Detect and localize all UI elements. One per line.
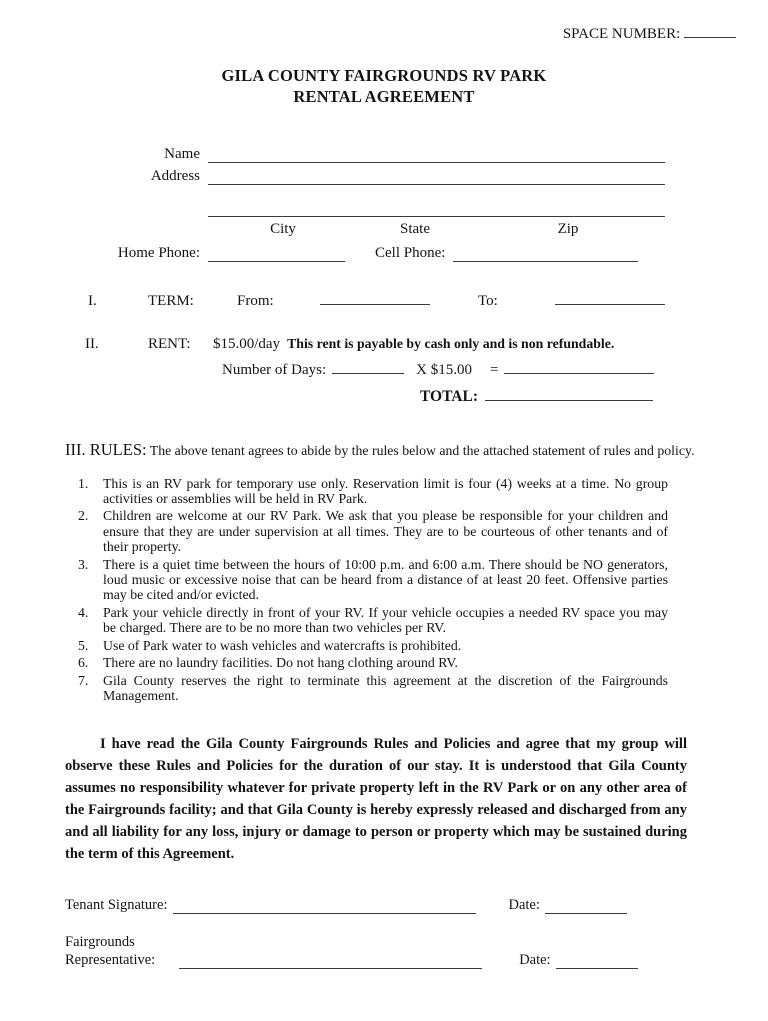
subtotal-field[interactable]: [504, 358, 654, 374]
tenant-signature-row: [65, 897, 768, 914]
rule-number: 1.: [78, 475, 89, 491]
name-field[interactable]: [208, 145, 665, 163]
rent-section: [85, 336, 768, 406]
home-phone-label: Home Phone:: [117, 245, 200, 261]
rule-text: Use of Park water to wash vehicles and watercrafts is prohibited.: [103, 637, 462, 653]
rent-row: [85, 336, 768, 353]
term-numeral: I.: [88, 293, 97, 309]
representative-date-label: Date:: [519, 952, 551, 969]
city-state-zip-row: [65, 199, 665, 217]
phone-row: [65, 244, 665, 262]
rate-multiplier-label: X $15.00: [416, 362, 472, 378]
rent-days-row: [222, 358, 768, 379]
tenant-date-label: Date:: [508, 897, 540, 914]
rule-text: Park your vehicle directly in front of your RV. If your vehicle occupies a needed RV space you may be charged. There are to be no more than two vehicles per RV.: [103, 604, 668, 635]
representative-date-field[interactable]: [556, 952, 638, 969]
rules-list: [78, 476, 668, 704]
total-field[interactable]: [485, 385, 653, 401]
rule-number: 4.: [78, 604, 89, 620]
rule-item-6: [78, 655, 668, 670]
rule-item-3: [78, 557, 668, 603]
home-phone-field[interactable]: [208, 244, 345, 262]
representative-label: Representative:: [65, 952, 156, 969]
city-state-zip-labels: [208, 221, 665, 238]
rule-item-5: [78, 638, 668, 653]
rent-note: This rent is payable by cash only and is non refundable.: [287, 336, 615, 351]
cell-phone-label: Cell Phone:: [375, 245, 446, 261]
representative-signature-field[interactable]: [179, 952, 482, 969]
tenant-date-field[interactable]: [545, 897, 627, 914]
rule-item-1: [78, 476, 668, 506]
rent-rate: $15.00/day: [213, 336, 281, 352]
rule-number: 2.: [78, 508, 89, 524]
cell-phone-field[interactable]: [453, 244, 638, 262]
title-line-1: GILA COUNTY FAIRGROUNDS RV PARK: [221, 66, 547, 85]
name-row: [65, 145, 665, 163]
rule-item-4: [78, 605, 668, 635]
zip-label: Zip: [557, 221, 579, 237]
name-label: Name: [164, 146, 200, 162]
document-title: [0, 65, 768, 107]
rule-text: This is an RV park for temporary use only. Reservation limit is four (4) weeks at a time. No group activities or assemblies will be held in RV Park.: [103, 475, 668, 506]
rules-intro: The above tenant agrees to abide by the rules below and the attached statement of rules and policy.: [149, 443, 695, 458]
space-number-row: [0, 0, 768, 43]
city-state-zip-field[interactable]: [208, 199, 665, 217]
term-from-label: From:: [237, 293, 274, 309]
rule-number: 5.: [78, 637, 89, 653]
rule-number: 7.: [78, 672, 89, 688]
rule-text: Children are welcome at our RV Park. We ask that you please be responsible for your children and ensure that they are under supervision at all times. They are to be courteous of other tenants and of their property.: [103, 508, 668, 554]
title-line-2: RENTAL AGREEMENT: [293, 87, 475, 106]
rule-text: There are no laundry facilities. Do not hang clothing around RV.: [103, 655, 458, 671]
address-row: [65, 167, 665, 185]
space-number-label: SPACE NUMBER:: [562, 26, 681, 42]
rule-item-7: [78, 673, 668, 703]
space-number-field[interactable]: [684, 22, 736, 38]
rent-numeral: II.: [85, 336, 99, 352]
rent-label: RENT:: [148, 336, 191, 352]
address-label: Address: [150, 168, 200, 184]
rules-title: III. RULES:: [65, 440, 147, 459]
rent-total-row: [420, 385, 768, 406]
rule-number: 3.: [78, 556, 89, 572]
rule-text: There is a quiet time between the hours of 10:00 p.m. and 6:00 a.m. There should be NO generators, loud music or excessive noise that can be heard from a distance of at least 20 feet. Offensive parties may be cited and/or evicted.: [103, 556, 668, 602]
term-to-label: To:: [478, 293, 498, 309]
contact-section: [65, 145, 665, 262]
fairgrounds-label: Fairgrounds: [65, 934, 135, 951]
equals-sign: =: [490, 362, 499, 378]
address-field[interactable]: [208, 167, 665, 185]
rule-text: Gila County reserves the right to terminate this agreement at the discretion of the Fairgrounds Management.: [103, 672, 668, 704]
rules-heading: [65, 442, 706, 460]
days-label: Number of Days:: [222, 362, 327, 378]
state-label: State: [400, 221, 430, 237]
rule-number: 6.: [78, 655, 89, 671]
term-from-field[interactable]: [320, 289, 430, 305]
term-section: [88, 289, 768, 310]
tenant-signature-label: Tenant Signature:: [65, 897, 168, 914]
total-label: TOTAL:: [420, 388, 478, 405]
days-field[interactable]: [332, 358, 404, 374]
city-label: City: [270, 221, 296, 237]
tenant-signature-field[interactable]: [173, 897, 476, 914]
rule-item-2: [78, 508, 668, 554]
representative-signature-row: [65, 952, 768, 969]
signature-section: [65, 897, 768, 969]
term-label: TERM:: [148, 293, 194, 309]
liability-agreement-paragraph: I have read the Gila County Fairgrounds Rules and Policies and agree that my group will observe these Rules and Policies for the duration of our stay. It is understood that Gila County assumes no responsibility whatever for private property left in the RV Park or on any other area of the Fairgrounds facility; and that Gila County is hereby expressly released and discharged from any and all liability for any loss, injury or damage to person or property which may be sustained during the term of this Agreement.: [65, 736, 687, 863]
term-to-field[interactable]: [555, 289, 665, 305]
